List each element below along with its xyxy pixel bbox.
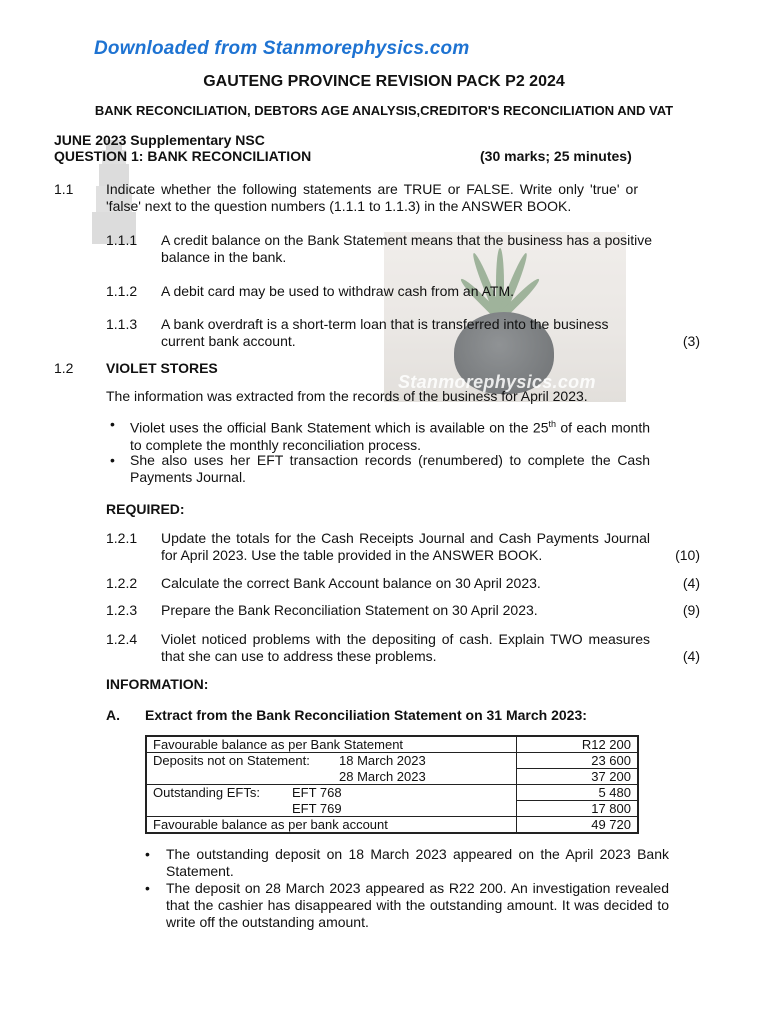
q1-1-number: 1.1 (54, 181, 74, 197)
q1-2-1-marks: (10) (675, 547, 700, 563)
q1-2-1-number: 1.2.1 (106, 530, 138, 546)
table-row: Favourable balance as per bank account 49 720 (146, 817, 638, 834)
q1-1-3-number: 1.1.3 (106, 316, 138, 332)
q1-1-3-text: A bank overdraft is a short-term loan that is transferred into the business current bank account. (161, 316, 609, 349)
bullet-icon: • (145, 846, 150, 862)
download-banner[interactable]: Downloaded from Stanmorephysics.com (94, 38, 470, 59)
bullet-icon: • (110, 416, 115, 432)
q1-2-3-marks: (9) (682, 602, 700, 618)
bullet-text-2: She also uses her EFT transaction records (renumbered) to complete the Cash Payments Journal. (130, 452, 650, 485)
note-text-1: The outstanding deposit on 18 March 2023 appeared on the April 2023 Bank Statement. (166, 846, 669, 879)
q1-1-marks: (3) (682, 333, 700, 349)
required-label: REQUIRED: (106, 501, 185, 517)
table-row: EFT 769 17 800 (146, 801, 638, 817)
q1-1-text: Indicate whether the following statements are TRUE or FALSE. Write only 'true' or 'false' next to the question numbers (1.1.1 to 1.1.3) in the ANSWER BOOK. (106, 181, 638, 214)
reconciliation-table (145, 735, 639, 834)
q1-1-2-text: A debit card may be used to withdraw cash from an ATM. (161, 283, 515, 299)
bullet-icon: • (145, 880, 150, 896)
q1-2-4-text: Violet noticed problems with the depositing of cash. Explain TWO measures that she can use to address these problems. (161, 631, 650, 664)
q1-2-1-text: Update the totals for the Cash Receipts Journal and Cash Payments Journal for April 2023. Use the table provided in the ANSWER BOOK. (161, 530, 650, 563)
information-label: INFORMATION: (106, 676, 209, 692)
q1-2-number: 1.2 (54, 360, 74, 376)
q1-2-2-number: 1.2.2 (106, 575, 138, 591)
table-row: Deposits not on Statement: 18 March 2023 23 600 (146, 753, 638, 769)
q1-2-4-marks: (4) (682, 648, 700, 664)
q1-2-intro: The information was extracted from the records of the business for April 2023. (106, 388, 588, 404)
table-row: Outstanding EFTs: EFT 768 5 480 (146, 785, 638, 801)
q1-2-4-number: 1.2.4 (106, 631, 138, 647)
q1-1-1-number: 1.1.1 (106, 232, 138, 248)
q1-2-2-text: Calculate the correct Bank Account balance on 30 April 2023. (161, 575, 541, 591)
exam-label: JUNE 2023 Supplementary NSC (54, 132, 265, 148)
table-row: 28 March 2023 37 200 (146, 769, 638, 785)
q1-2-3-text: Prepare the Bank Reconciliation Statement on 30 April 2023. (161, 602, 538, 618)
bullet-icon: • (110, 452, 115, 468)
note-text-2: The deposit on 28 March 2023 appeared as R22 200. An investigation revealed that the cashier has disappeared with the outstanding amount. It was decided to write off the outstanding amount. (166, 880, 669, 930)
q1-1-1-text: A credit balance on the Bank Statement means that the business has a positive balance in the bank. (161, 232, 653, 265)
q1-2-3-number: 1.2.3 (106, 602, 138, 618)
page-title: GAUTENG PROVINCE REVISION PACK P2 2024 (203, 73, 565, 90)
q1-1-2-number: 1.1.2 (106, 283, 138, 299)
page-subtitle: BANK RECONCILIATION, DEBTORS AGE ANALYSIS,CREDITOR'S RECONCILIATION AND VAT (94, 103, 674, 118)
q1-2-2-marks: (4) (682, 575, 700, 591)
section-a-letter: A. (106, 707, 120, 723)
table-row: Favourable balance as per Bank Statement R12 200 (146, 736, 638, 753)
site-watermark: Stanmorephysics.com (398, 372, 596, 392)
bullet-text-1: Violet uses the official Bank Statement which is available on the 25th of each month to complete the monthly reconciliation process. (130, 419, 650, 453)
question-marks: (30 marks; 25 minutes) (480, 148, 632, 164)
question-heading: QUESTION 1: BANK RECONCILIATION (54, 148, 312, 164)
section-a-title: Extract from the Bank Reconciliation Statement on 31 March 2023: (145, 707, 587, 723)
q1-2-heading: VIOLET STORES (106, 360, 218, 376)
